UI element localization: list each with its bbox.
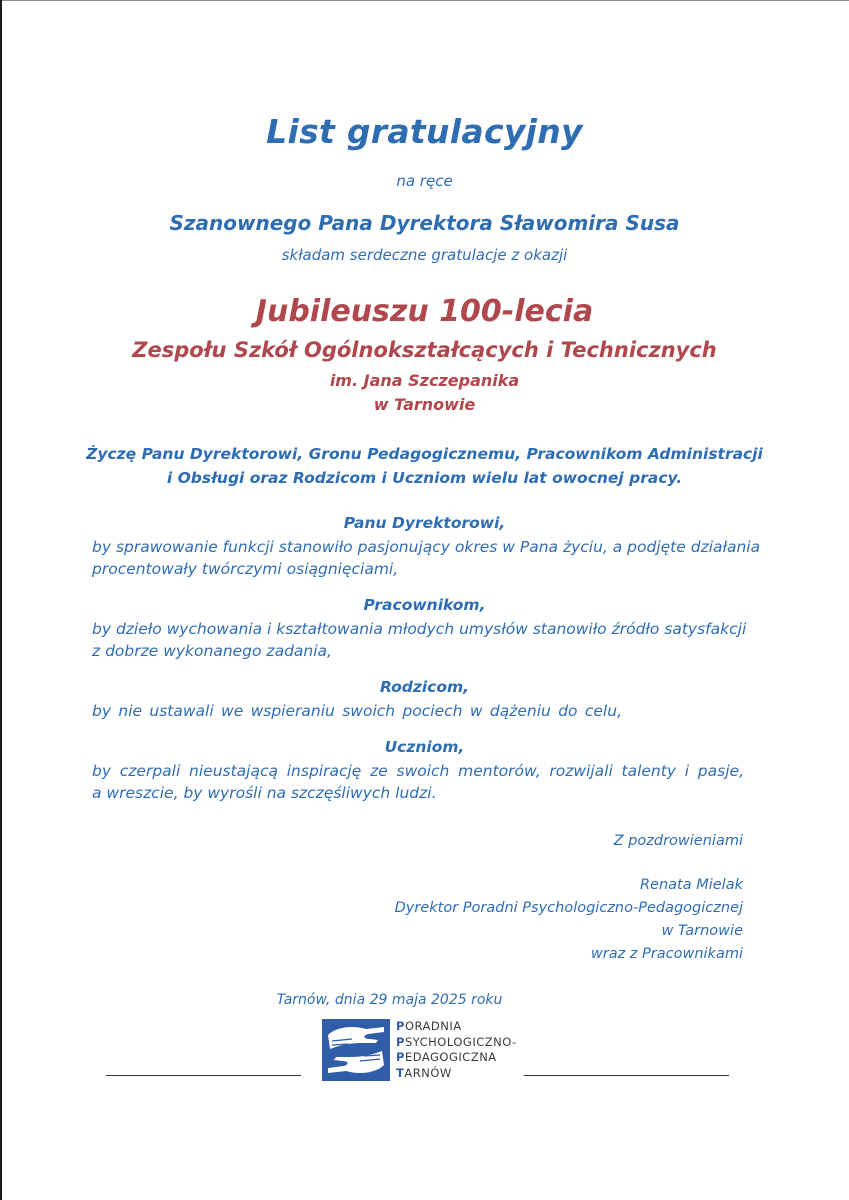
- hands-icon: [322, 1019, 390, 1081]
- signer-with: wraz z Pracownikami: [590, 946, 743, 962]
- section-line: by czerpali nieustającą inspirację ze swoich mentorów, rozwijali talenty i pasje,: [92, 762, 744, 780]
- addressee: Szanownego Pana Dyrektora Sławomira Susa: [169, 211, 680, 235]
- logo-initial: P: [396, 1034, 405, 1049]
- school-patron: im. Jana Szczepanika: [329, 371, 520, 390]
- section-line: procentowały twórczymi osiągnięciami,: [92, 560, 399, 578]
- logo-text: [396, 1019, 517, 1081]
- logo-initial: P: [396, 1050, 405, 1064]
- section-heading: Uczniom,: [384, 738, 465, 756]
- section-line: by dzieło wychowania i kształtowania młodych umysłów stanowiło źródło satysfakcji: [92, 620, 747, 638]
- signer-role: Dyrektor Poradni Psychologiczno-Pedagogicznej: [394, 900, 743, 916]
- section-line: by nie ustawali we wspieraniu swoich pociech w dążeniu do celu,: [92, 702, 622, 720]
- wish-line-1: Życzę Panu Dyrektorowi, Gronu Pedagogicznemu, Pracownikom Administracji: [86, 445, 763, 463]
- greeting-text: składam serdeczne gratulacje z okazji: [281, 246, 568, 264]
- section-body: [92, 700, 622, 722]
- intro-text: na ręce: [396, 172, 453, 190]
- logo-word: SYCHOLOGICZNO-: [404, 1034, 517, 1049]
- logo-initial: P: [396, 1019, 405, 1033]
- school-city: w Tarnowie: [373, 395, 476, 414]
- logo-line: [396, 1035, 517, 1051]
- signer-name: Renata Mielak: [639, 877, 743, 893]
- logo-word: ORADNIA: [404, 1019, 462, 1033]
- logo-line: [396, 1050, 517, 1066]
- section-heading: Pracownikom,: [363, 596, 486, 614]
- hands-logo-icon: [322, 1019, 390, 1081]
- signer-city: w Tarnowie: [661, 923, 743, 939]
- place-date: Tarnów, dnia 29 maja 2025 roku: [276, 992, 503, 1008]
- logo-word: ARNÓW: [404, 1065, 452, 1080]
- logo-initial: T: [396, 1065, 405, 1080]
- jubilee-title: Jubileuszu 100-lecia: [255, 294, 594, 329]
- section-body: [92, 536, 761, 580]
- section-body: [92, 618, 747, 662]
- section-heading: Panu Dyrektorowi,: [343, 514, 506, 532]
- letter-title: List gratulacyjny: [266, 112, 583, 151]
- scan-edge-top: [0, 0, 849, 1]
- section-line: z dobrze wykonanego zadania,: [92, 642, 332, 660]
- logo-line: [396, 1019, 517, 1035]
- section-heading: Rodzicom,: [379, 678, 470, 696]
- school-name: Zespołu Szkół Ogólnokształcących i Technicznych: [132, 338, 717, 362]
- logo-word: EDAGOGICZNA: [404, 1050, 497, 1064]
- signature-line-right: [524, 1075, 729, 1076]
- signature-line-left: [106, 1075, 301, 1076]
- logo-line: [396, 1066, 517, 1082]
- section-body: [92, 760, 744, 804]
- poradnia-logo: [322, 1019, 552, 1083]
- wish-line-2: i Obsługi oraz Rodzicom i Uczniom wielu lat owocnej pracy.: [166, 469, 683, 487]
- section-line: a wreszcie, by wyrośli na szczęśliwych ludzi.: [92, 784, 437, 802]
- section-line: by sprawowanie funkcji stanowiło pasjonujący okres w Pana życiu, a podjęte działania: [92, 538, 761, 556]
- closing-text: Z pozdrowieniami: [613, 833, 743, 849]
